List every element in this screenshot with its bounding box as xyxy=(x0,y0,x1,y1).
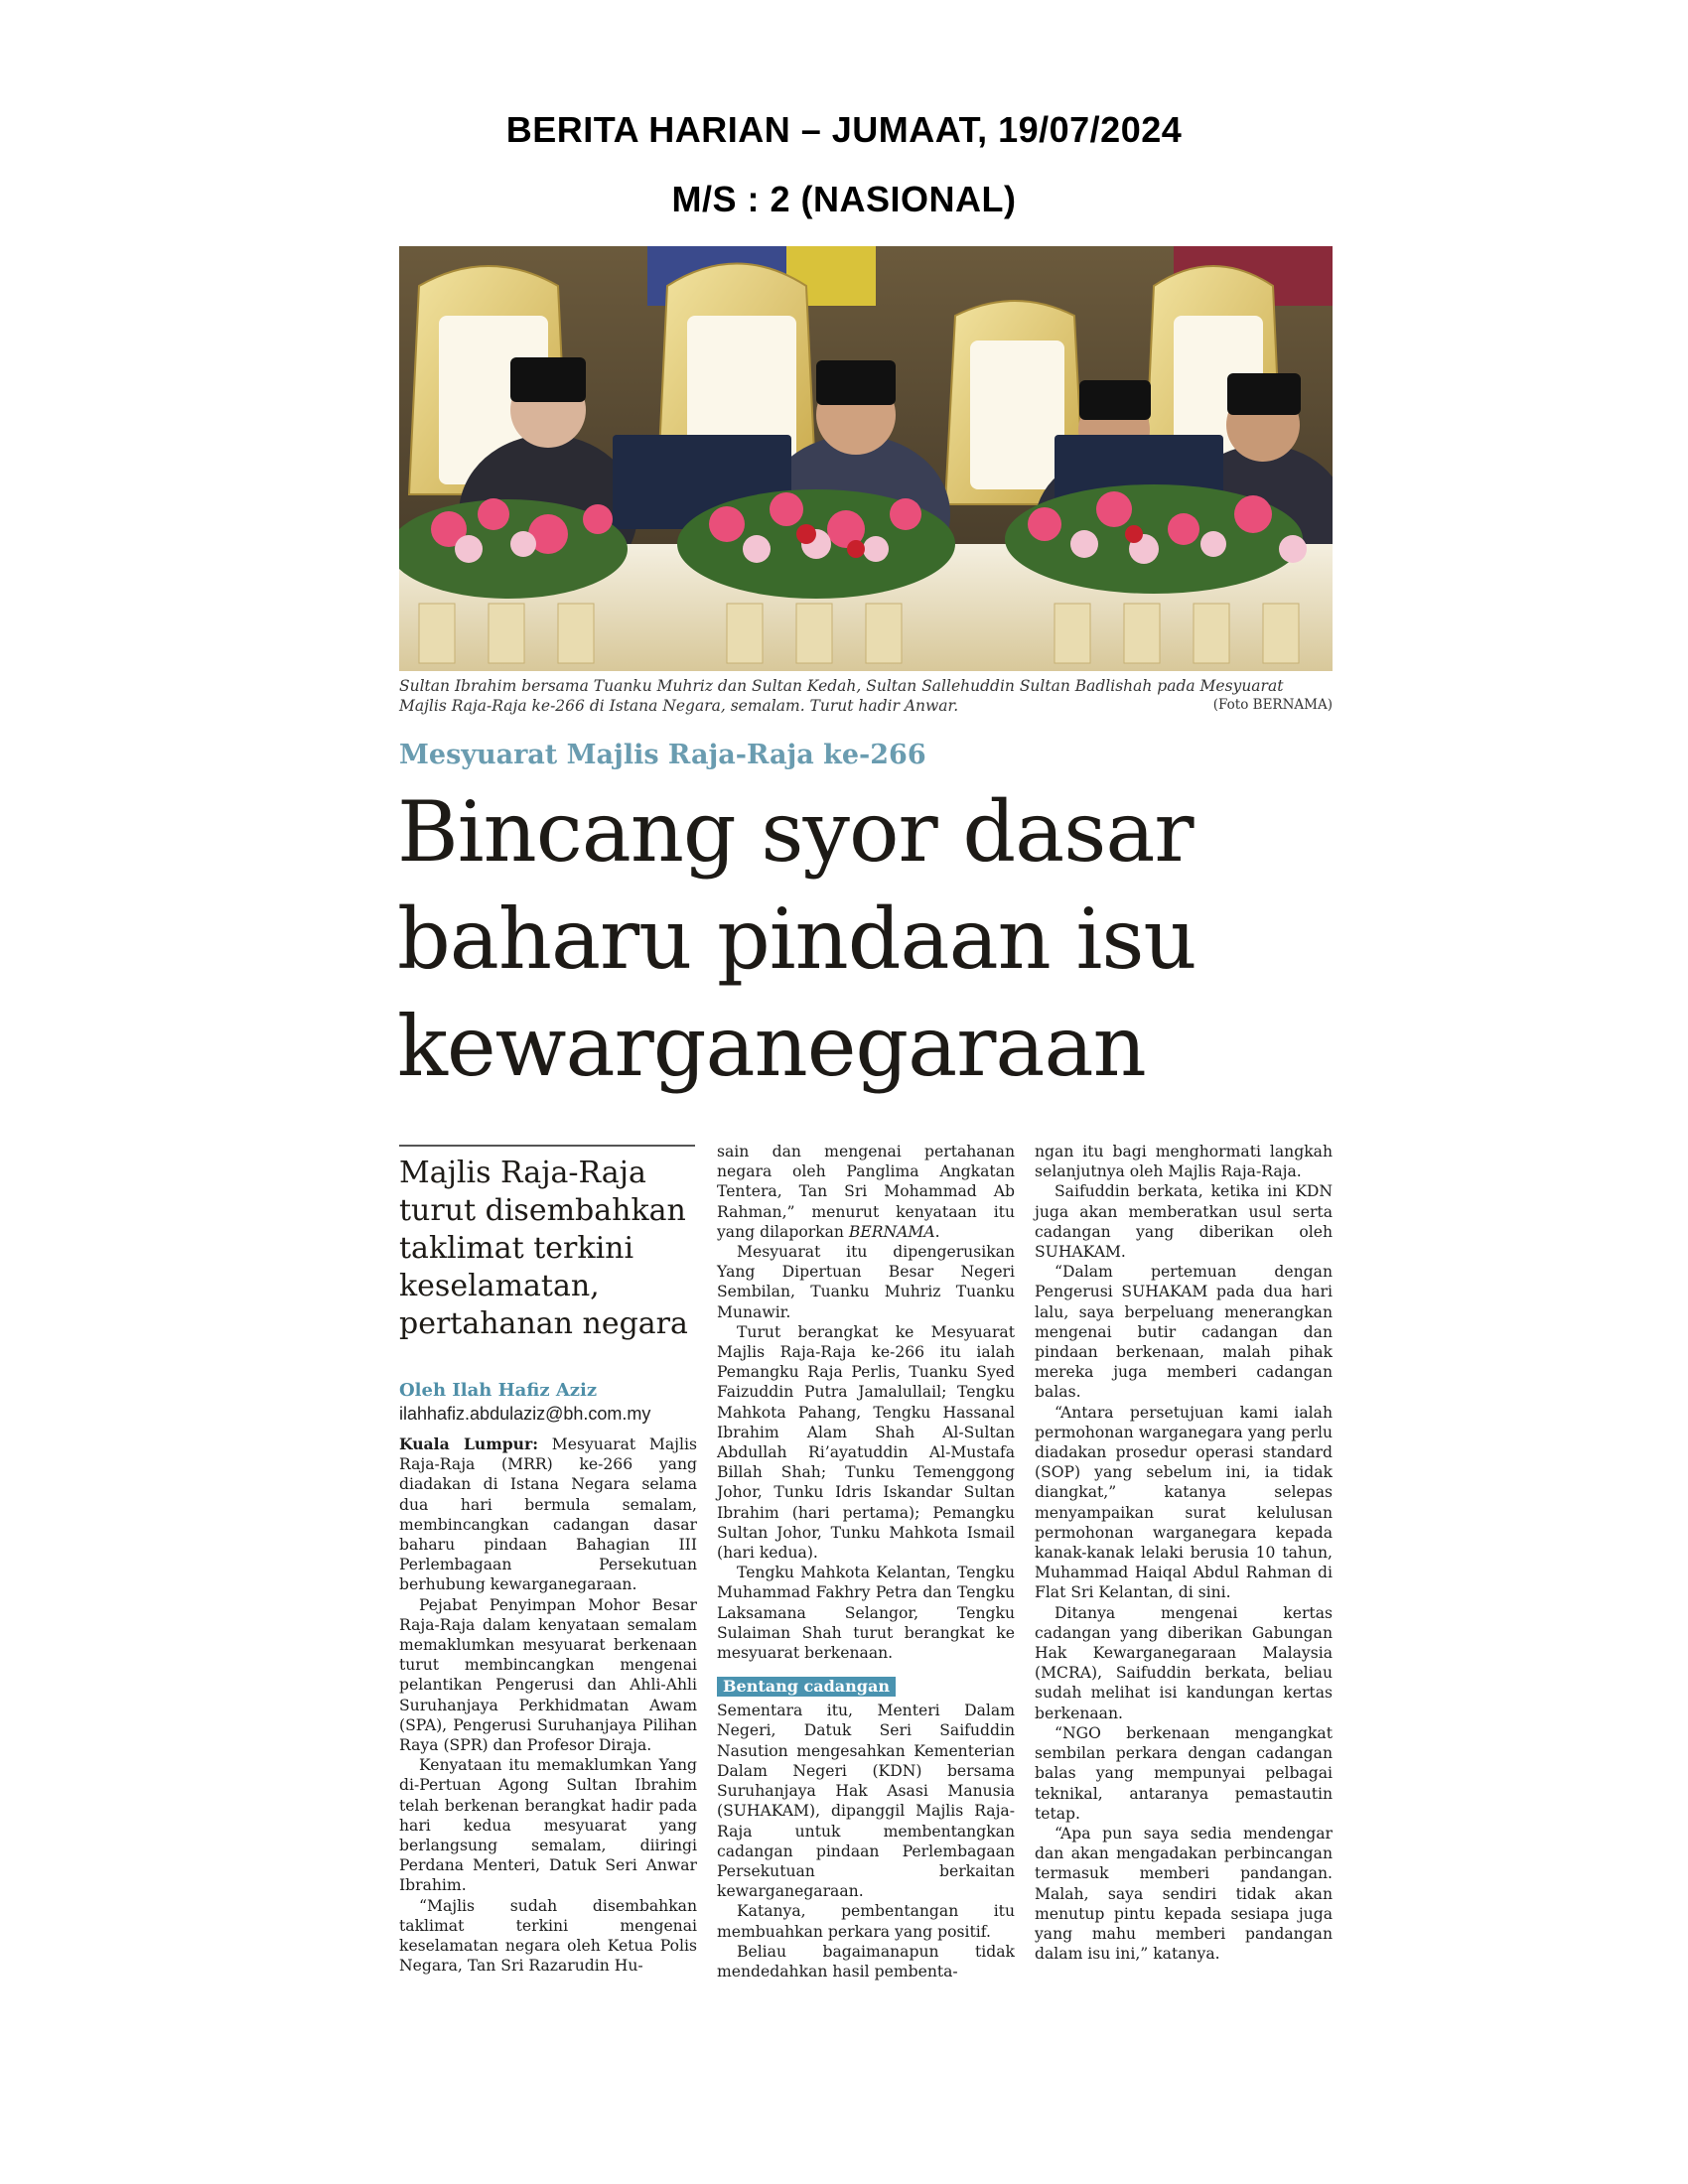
article-byline: Oleh Ilah Hafiz Aziz xyxy=(399,1380,598,1401)
dateline: Kuala Lumpur: xyxy=(399,1434,538,1453)
article-column-2 xyxy=(717,1142,1015,1981)
body-paragraph: Sementara itu, Menteri Dalam Negeri, Datuk Seri Saifuddin Nasution mengesahkan Kementerian Dalam Negeri (KDN) bersama Suruhanjaya Hak Asasi Manusia (SUHAKAM), dipanggil Majlis Raja-Raja untuk membentangkan cadangan pindaan Perlembagaan Persekutuan berkaitan kewarganegaraan. xyxy=(717,1702,1015,1901)
article-standfirst: Majlis Raja-Raja turut disembahkan taklimat terkini keselamatan, pertahanan negara xyxy=(399,1156,688,1341)
body-paragraph: Tengku Mahkota Kelantan, Tengku Muhammad Fakhry Petra dan Tengku Laksamana Selangor, Tengku Sulaiman Shah turut berangkat ke mesyuarat berkenaan. xyxy=(717,1564,1015,1663)
body-paragraph: ngan itu bagi menghormati langkah selanjutnya oleh Majlis Raja-Raja. xyxy=(1035,1143,1333,1181)
body-paragraph: “Dalam pertemuan dengan Pengerusi SUHAKAM pada dua hari lalu, saya berpeluang menerangkan mengenai butir cadangan dan pindaan berkenaan, malah pihak mereka juga memberi cadangan balas. xyxy=(1035,1263,1333,1402)
section-subhead: Bentang cadangan xyxy=(717,1677,896,1697)
paragraph-text: sain dan mengenai pertahanan negara oleh Panglima Angkatan Tentera, Tan Sri Mohammad Ab Rahman,” menurut kenyataan itu yang dilaporkan xyxy=(717,1143,1015,1241)
body-paragraph: “Apa pun saya sedia mendengar dan akan mengadakan perbincangan termasuk memberi pandangan. Malah, saya sendiri tidak akan menutup pintu kepada sesiapa juga yang mahu memberi pandangan dalam isu ini,” katanya. xyxy=(1035,1824,1333,1964)
news-photo xyxy=(399,246,1333,671)
body-paragraph: Mesyuarat itu dipengerusikan Yang Dipertuan Besar Negeri Sembilan, Tuanku Muhriz Tuanku Munawir. xyxy=(717,1243,1015,1321)
body-paragraph: “NGO berkenaan mengangkat sembilan perkara dengan cadangan balas yang mempunyai pelbagai teknikal, antaranya pemastautin tetap. xyxy=(1035,1723,1333,1823)
body-paragraph: Katanya, pembentangan itu membuahkan perkara yang positif. xyxy=(717,1902,1015,1941)
headline-line-3: kewarganegaraan xyxy=(397,998,1146,1095)
article-column-1 xyxy=(399,1434,697,1976)
body-paragraph: Kenyataan itu memaklumkan Yang di-Pertuan Agong Sultan Ibrahim telah berkenan berangkat hadir pada hari kedua mesyuarat yang berlangsung semalam, diiringi Perdana Menteri, Datuk Seri Anwar Ibrahim. xyxy=(399,1756,697,1895)
body-paragraph xyxy=(717,1142,1015,1242)
paragraph-text: Mesyuarat Majlis Raja-Raja (MRR) ke-266 yang diadakan di Istana Negara selama dua hari bermula semalam, membincangkan cadangan dasar baharu pindaan Bahagian III Perlembagaan Persekutuan berhubung kewarganegaraan. xyxy=(399,1435,697,1594)
article-column-3 xyxy=(1035,1142,1333,1964)
page-header-line1: BERITA HARIAN – JUMAAT, 19/07/2024 xyxy=(505,109,1183,150)
headline-line-1: Bincang syor dasar xyxy=(397,783,1194,881)
body-paragraph: “Antara persetujuan kami ialah permohonan warganegara yang perlu diadakan prosedur operasi standard (SOP) yang sebelum ini, ia tidak diangkat,” katanya selepas menyampaikan surat kelulusan permohonan warganegara kepada kanak-kanak lelaki berusia 10 tahun, Muhammad Haiqal Abdul Rahman di Flat Sri Kelantan, di sini. xyxy=(1035,1403,1333,1602)
headline-line-2: baharu pindaan isu xyxy=(397,890,1196,988)
photo-credit: (Foto BERNAMA) xyxy=(1212,697,1333,713)
photo-caption: Sultan Ibrahim bersama Tuanku Muhriz dan Sultan Kedah, Sultan Sallehuddin Sultan Badlishah pada Mesyuarat Majlis Raja-Raja ke-266 di Istana Negara, semalam. Turut hadir Anwar. xyxy=(399,677,1284,715)
author-email: ilahhafiz.abdulaziz@bh.com.my xyxy=(399,1404,651,1424)
body-paragraph: Beliau bagaimanapun tidak mendedahkan hasil pembenta- xyxy=(717,1942,1015,1980)
standfirst-rule xyxy=(399,1145,695,1147)
article-headline xyxy=(397,778,1350,1100)
agency-name: BERNAMA xyxy=(848,1222,935,1241)
photo-illustration xyxy=(399,246,1333,671)
body-paragraph: Turut berangkat ke Mesyuarat Majlis Raja-Raja ke-266 itu ialah Pemangku Raja Perlis, Tuanku Syed Faizuddin Putra Jamalullail; Tengku Mahkota Pahang, Tengku Hassanal Ibrahim Alam Shah Al-Sultan Abdullah Ri’ayatuddin Al-Mustafa Billah Shah; Tunku Temenggong Johor, Tunku Idris Iskandar Sultan Ibrahim (hari pertama); Pemangku Sultan Johor, Tunku Mahkota Ismail (hari kedua). xyxy=(717,1322,1015,1563)
body-paragraph: Pejabat Penyimpan Mohor Besar Raja-Raja dalam kenyataan semalam memaklumkan mesyuarat berkenaan turut membincangkan mengenai pelantikan Pengerusi dan Ahli-Ahli Suruhanjaya Perkhidmatan Awam (SPA), Pengerusi Suruhanjaya Pilihan Raya (SPR) dan Profesor Diraja. xyxy=(399,1595,697,1755)
body-paragraph: “Majlis sudah disembahkan taklimat terkini mengenai keselamatan negara oleh Ketua Polis Negara, Tan Sri Razarudin Hu- xyxy=(399,1896,697,1976)
paragraph-text: . xyxy=(934,1222,940,1241)
body-paragraph: Saifuddin berkata, ketika ini KDN juga akan memberatkan usul serta cadangan yang diberikan oleh SUHAKAM. xyxy=(1035,1182,1333,1262)
page-header-line2: M/S : 2 (NASIONAL) xyxy=(671,179,1017,219)
body-paragraph xyxy=(399,1434,697,1595)
body-paragraph: Ditanya mengenai kertas cadangan yang diberikan Gabungan Hak Kewarganegaraan Malaysia (MCRA), Saifuddin berkata, beliau sudah melihat isi kandungan kertas berkenaan. xyxy=(1035,1603,1333,1722)
article-kicker: Mesyuarat Majlis Raja-Raja ke-266 xyxy=(399,740,926,770)
